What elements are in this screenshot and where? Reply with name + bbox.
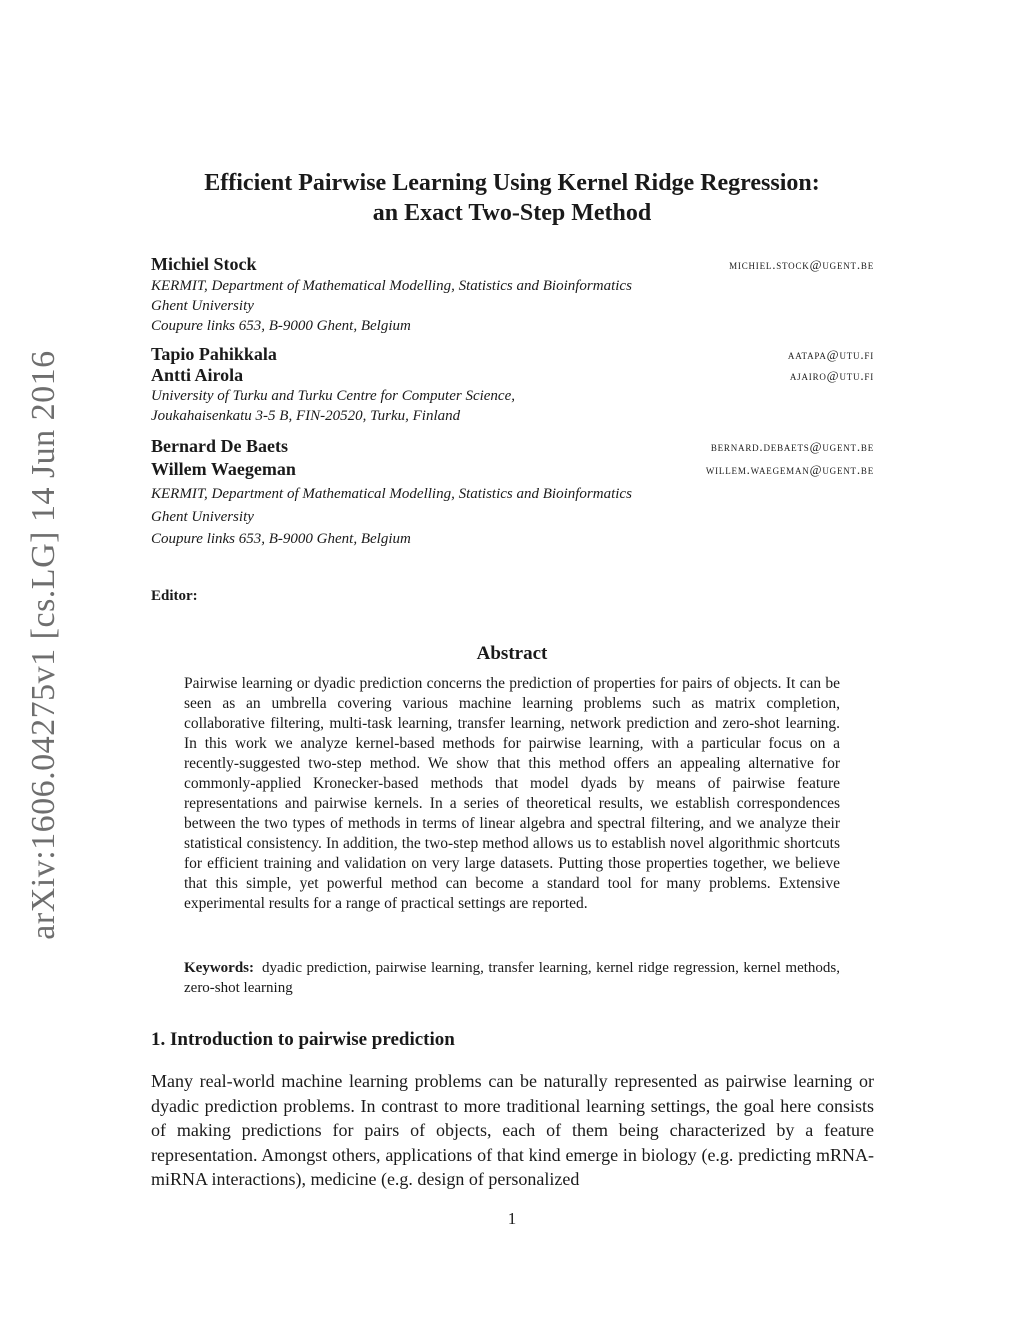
abstract-heading: Abstract bbox=[476, 643, 548, 664]
author-email: willem.waegeman@ugent.be bbox=[705, 462, 874, 477]
author-name: Antti Airola bbox=[151, 365, 244, 385]
affiliation-block bbox=[151, 483, 632, 551]
author-name: Bernard De Baets bbox=[151, 436, 288, 456]
affiliation-line: University of Turku and Turku Centre for Computer Science, bbox=[151, 388, 515, 404]
author-row bbox=[151, 365, 874, 387]
author-name: Michiel Stock bbox=[151, 254, 257, 274]
author-row bbox=[151, 459, 874, 481]
affiliation-block bbox=[151, 386, 515, 426]
paper-title-line-1: Efficient Pairwise Learning Using Kernel Ridge Regression: bbox=[204, 170, 820, 196]
affiliation-line: Coupure links 653, B-9000 Ghent, Belgium bbox=[151, 531, 411, 547]
affiliation-line: KERMIT, Department of Mathematical Modelling, Statistics and Bioinformatics bbox=[151, 486, 632, 502]
keywords-label: Keywords: bbox=[184, 960, 254, 976]
keywords bbox=[184, 958, 840, 998]
abstract-text: Pairwise learning or dyadic prediction concerns the prediction of properties for pairs of objects. It can be seen as an umbrella covering various machine learning problems such as matrix completion, collaborative filtering, multi-task learning, transfer learning, network prediction and zero-shot learning. In this work we analyze kernel-based methods for pairwise learning, with a particular focus on a recently-suggested two-step method. We show that this method offers an appealing alternative for commonly-applied Kronecker-based methods that model dyads by means of pairwise feature representations and pairwise kernels. In a series of theoretical results, we establish correspondences between the two types of methods in terms of linear algebra and spectral filtering, and we analyze their statistical consistency. In addition, the two-step method allows us to establish novel algorithmic shortcuts for efficient training and validation on very large datasets. Putting those properties together, we believe that this simple, yet powerful method can become a standard tool for many problems. Extensive experimental results for a range of practical settings are reported. bbox=[184, 675, 840, 912]
affiliation-line: KERMIT, Department of Mathematical Modelling, Statistics and Bioinformatics bbox=[151, 278, 632, 294]
author-email: ajairo@utu.fi bbox=[789, 368, 874, 383]
affiliation-line: Ghent University bbox=[151, 298, 254, 314]
author-row bbox=[151, 436, 874, 458]
affiliation-line: Ghent University bbox=[151, 508, 254, 525]
author-name: Tapio Pahikkala bbox=[151, 344, 277, 364]
editor-label: Editor: bbox=[151, 588, 198, 604]
author-row bbox=[151, 344, 874, 366]
arxiv-identifier-text: arXiv:1606.04275v1 [cs.LG] 14 Jun 2016 bbox=[25, 350, 62, 940]
paper-title bbox=[130, 168, 894, 228]
paper-title-line-2: an Exact Two-Step Method bbox=[372, 200, 652, 226]
keywords-text: dyadic prediction, pairwise learning, transfer learning, kernel ridge regression, kernel methods, zero-shot learning bbox=[184, 960, 840, 996]
author-name: Willem Waegeman bbox=[151, 459, 296, 479]
author-email: michiel.stock@ugent.be bbox=[729, 257, 874, 272]
intro-paragraph: Many real-world machine learning problems can be naturally represented as pairwise learning or dyadic prediction problems. In contrast to more traditional learning settings, the goal here consists of making predictions for pairs of objects, each of them being characterized by a feature representation. Amongst others, applications of that kind emerge in biology (e.g. predicting mRNA-miRNA interactions), medicine (e.g. design of personalized bbox=[151, 1071, 874, 1189]
author-row bbox=[151, 254, 874, 276]
page-number: 1 bbox=[507, 1209, 517, 1228]
author-email: aatapa@utu.fi bbox=[787, 347, 874, 362]
affiliation-line: Joukahaisenkatu 3-5 B, FIN-20520, Turku, Finland bbox=[151, 408, 461, 424]
section-heading: 1. Introduction to pairwise prediction bbox=[151, 1029, 455, 1050]
affiliation-line: Coupure links 653, B-9000 Ghent, Belgium bbox=[151, 318, 411, 334]
author-email: bernard.debaets@ugent.be bbox=[710, 439, 874, 454]
affiliation-block bbox=[151, 276, 632, 336]
